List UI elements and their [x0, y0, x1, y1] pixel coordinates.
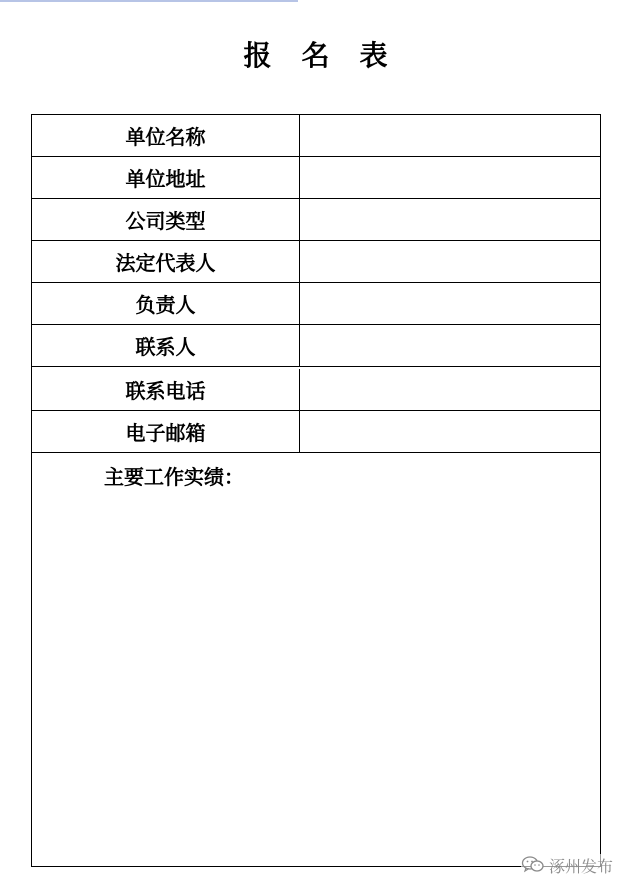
form-row-email	[32, 411, 600, 453]
person-in-charge-field[interactable]	[300, 283, 600, 324]
form-row-unit-name	[32, 115, 600, 157]
field-label: 法定代表人	[32, 241, 300, 282]
title-char-2: 名	[301, 39, 330, 72]
form-row-legal-representative	[32, 241, 600, 283]
form-row-company-type	[32, 199, 600, 241]
field-label: 负责人	[32, 283, 300, 324]
registration-form-table	[31, 114, 601, 867]
unit-name-field[interactable]	[300, 115, 600, 156]
field-label: 联系人	[32, 325, 300, 366]
watermark	[521, 854, 613, 877]
page-title	[0, 34, 631, 74]
top-accent-line	[0, 0, 298, 2]
email-field[interactable]	[300, 411, 600, 452]
watermark-text: 涿州发布	[548, 857, 613, 876]
contact-person-field[interactable]	[300, 325, 600, 366]
form-row-contact-person	[32, 325, 600, 367]
unit-address-field[interactable]	[300, 157, 600, 198]
form-row-contact-phone	[32, 369, 600, 411]
wechat-icon	[521, 855, 545, 877]
achievements-field[interactable]	[32, 453, 600, 866]
title-char-1: 报	[243, 39, 272, 72]
field-label: 联系电话	[32, 369, 300, 410]
form-row-unit-address	[32, 157, 600, 199]
field-label: 电子邮箱	[32, 411, 300, 452]
company-type-field[interactable]	[300, 199, 600, 240]
field-label: 单位名称	[32, 115, 300, 156]
achievements-label: 主要工作实绩：	[104, 465, 244, 489]
contact-phone-field[interactable]	[300, 369, 600, 410]
form-row-person-in-charge	[32, 283, 600, 325]
field-label: 公司类型	[32, 199, 300, 240]
field-label: 单位地址	[32, 157, 300, 198]
legal-representative-field[interactable]	[300, 241, 600, 282]
title-char-3: 表	[359, 39, 388, 72]
